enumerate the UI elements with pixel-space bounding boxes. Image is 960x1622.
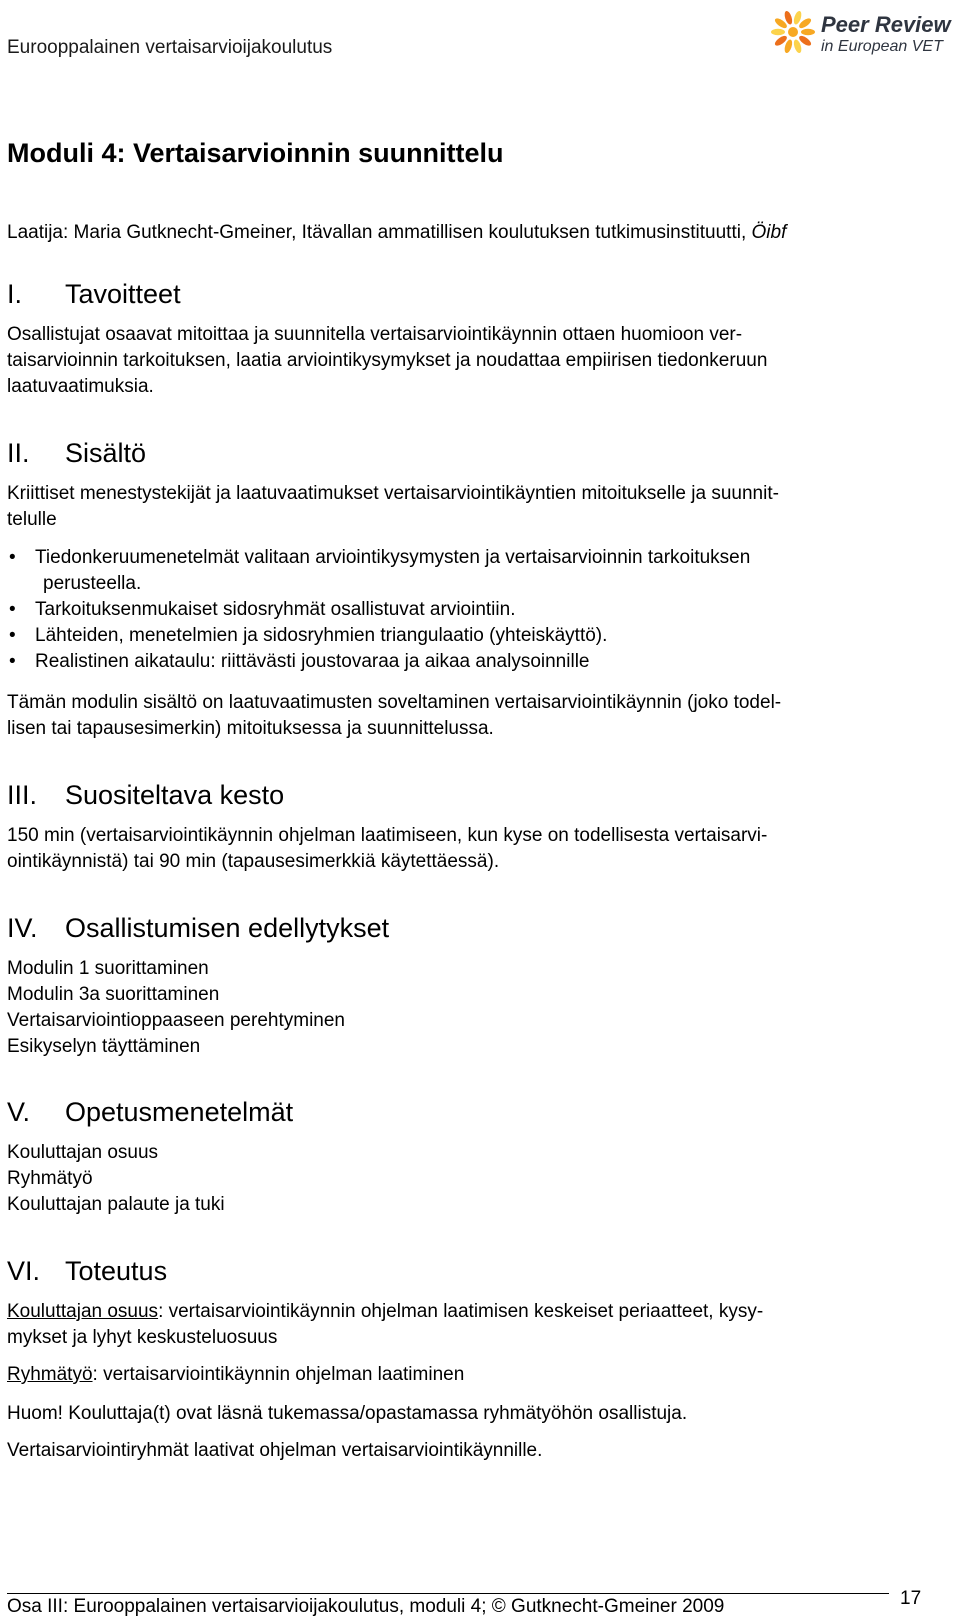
- author-institute: Öibf: [751, 222, 787, 243]
- peer-review-logo: [767, 4, 957, 59]
- group-work-label: Ryhmätyö: [7, 1364, 93, 1385]
- paragraph-line: Kouluttajan osuus: vertaisarviointikäynnin ohjelman laatimisen keskeiset periaatteet, kysy-: [7, 1301, 764, 1322]
- goals-paragraph: [7, 322, 954, 400]
- section-title: Opetusmenetelmät: [65, 1097, 294, 1127]
- paragraph-line: laatuvaatimuksia.: [7, 376, 154, 397]
- section-title: Osallistumisen edellytykset: [65, 913, 390, 943]
- content-bullet-list: [7, 545, 954, 675]
- paragraph-line: telulle: [7, 509, 57, 530]
- logo-line2: in European VET: [821, 38, 943, 55]
- section-number: II.: [7, 438, 30, 468]
- section-title: Suositeltava kesto: [65, 780, 285, 810]
- paragraph-line: Tämän modulin sisältö on laatuvaatimusten soveltaminen vertaisarviointikäynnin (joko todel-: [7, 692, 782, 713]
- section-heading-duration: [7, 780, 284, 811]
- section-number: VI.: [7, 1256, 41, 1286]
- paragraph-line: Osallistujat osaavat mitoittaa ja suunnitella vertaisarviointikäynnin ottaen huomioon ver-: [7, 324, 743, 345]
- author-line: [7, 222, 786, 244]
- paragraph-line: ointikäynnistä) tai 90 min (tapausesimerkkiä käytettäessä).: [7, 851, 500, 872]
- logo-ray: [801, 29, 815, 35]
- footer-divider: [7, 1593, 889, 1594]
- list-item: Esikyselyn täyttäminen: [7, 1036, 201, 1057]
- list-item: Vertaisarviointioppaaseen perehtyminen: [7, 1010, 345, 1031]
- content-outro: [7, 690, 954, 742]
- list-item: • Tarkoituksenmukaiset sidosryhmät osallistuvat arviointiin.: [7, 597, 954, 623]
- sun-logo-icon: [767, 6, 819, 58]
- list-item: • Tiedonkeruumenetelmät valitaan arviointikysymysten ja vertaisarvioinnin tarkoituksen perusteella.: [7, 545, 954, 597]
- section-heading-content: [7, 438, 146, 469]
- header-title: Eurooppalainen vertaisarvioijakoulutus: [7, 37, 333, 58]
- section-number: V.: [7, 1097, 31, 1127]
- list-item: Ryhmätyö: [7, 1168, 93, 1189]
- list-item: Kouluttajan osuus: [7, 1142, 159, 1163]
- paragraph-line: lisen tai tapausesimerkin) mitoituksessa ja suunnittelussa.: [7, 718, 494, 739]
- list-item: • Lähteiden, menetelmien ja sidosryhmien triangulaatio (yhteiskäyttö).: [7, 623, 954, 649]
- paragraph-line: Kriittiset menestystekijät ja laatuvaatimukset vertaisarviointikäyntien mitoitukselle ja suunnit-: [7, 483, 779, 504]
- page-number: 17: [900, 1588, 922, 1609]
- paragraph-line: taisarvioinnin tarkoituksen, laatia arviointikysymykset ja noudattaa empiirisen tiedonkeruun: [7, 350, 768, 371]
- logo-center: [788, 27, 798, 37]
- paragraph-line: 150 min (vertaisarviointikäynnin ohjelman laatimiseen, kun kyse on todellisesta vertaisarvi-: [7, 825, 768, 846]
- implementation-note: Huom! Kouluttaja(t) ovat läsnä tukemassa/opastamassa ryhmätyöhön osallistuja.: [7, 1403, 688, 1424]
- paragraph-line: mykset ja lyhyt keskusteluosuus: [7, 1327, 278, 1348]
- duration-paragraph: [7, 823, 954, 875]
- section-number: I.: [7, 279, 23, 309]
- section-title: Sisältö: [65, 438, 147, 468]
- section-heading-methods: [7, 1097, 293, 1128]
- content-intro: [7, 481, 954, 533]
- section-title: Toteutus: [65, 1256, 168, 1286]
- section-heading-implementation: [7, 1256, 167, 1287]
- methods-list: [7, 1140, 225, 1218]
- implementation-p4: Vertaisarviointiryhmät laativat ohjelman vertaisarviointikäynnille.: [7, 1440, 543, 1461]
- logo-ray: [771, 29, 785, 35]
- list-item: • Realistinen aikataulu: riittävästi joustovaraa ja aikaa analysoinnille: [7, 649, 954, 675]
- author-text: Laatija: Maria Gutknecht-Gmeiner, Itävallan ammatillisen koulutuksen tutkimusinstituutti,: [7, 222, 752, 243]
- implementation-p2: Ryhmätyö: vertaisarviointikäynnin ohjelman laatiminen: [7, 1364, 465, 1385]
- logo-line1: Peer Review: [821, 12, 951, 37]
- prerequisites-list: [7, 956, 345, 1060]
- list-item: Modulin 1 suorittaminen: [7, 958, 209, 979]
- section-heading-prerequisites: [7, 913, 389, 944]
- section-number: IV.: [7, 913, 38, 943]
- footer-text: Osa III: Eurooppalainen vertaisarvioijakoulutus, moduli 4; © Gutknecht-Gmeiner 2009: [7, 1596, 725, 1617]
- section-title: Tavoitteet: [65, 279, 181, 309]
- section-number: III.: [7, 780, 38, 810]
- list-item: Modulin 3a suorittaminen: [7, 984, 220, 1005]
- list-item: Kouluttajan palaute ja tuki: [7, 1194, 225, 1215]
- module-title: Moduli 4: Vertaisarvioinnin suunnittelu: [7, 138, 504, 168]
- section-heading-goals: [7, 279, 181, 310]
- implementation-p1: [7, 1299, 954, 1351]
- trainer-part-label: Kouluttajan osuus: [7, 1301, 159, 1322]
